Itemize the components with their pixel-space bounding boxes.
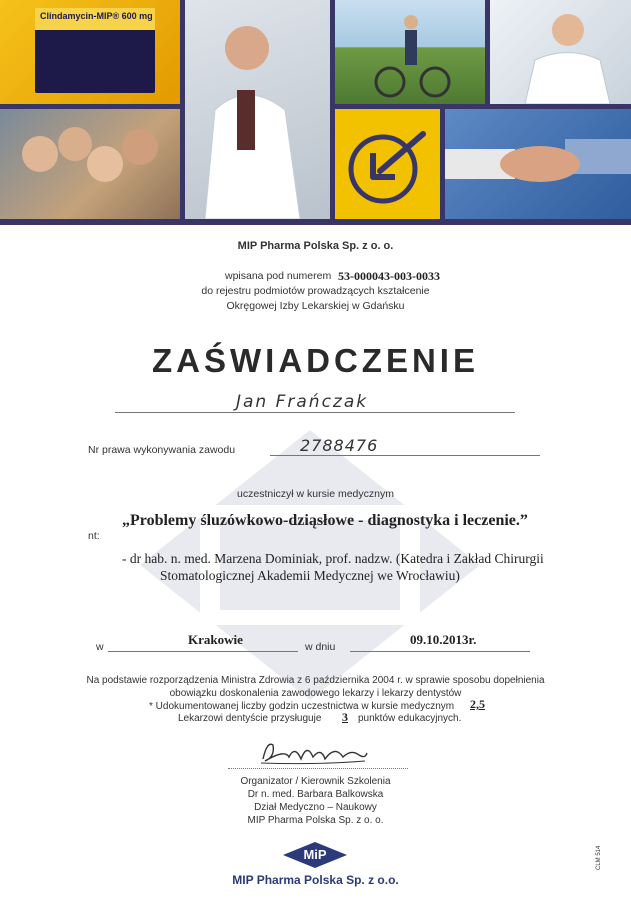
participant-name: Jan Frańczak xyxy=(236,392,369,412)
product-box-label: Clindamycin-MIP® 600 mg xyxy=(40,11,153,21)
arrow-graphic xyxy=(335,109,440,219)
lecturer-line-1: - dr hab. n. med. Marzena Dominiak, prof. nadzw. (Katedra i Zakład Chirurgii xyxy=(122,551,544,566)
organizer-department: Dział Medyczno – Naukowy xyxy=(254,802,377,813)
legal-line-1: Na podstawie rozporządzenia Ministra Zdrowia z 6 października 2004 r. w sprawie sposobu dopełnienia xyxy=(86,675,545,686)
lecturer-line-2: Stomatologicznej Akademii Medycznej we Wrocławiu) xyxy=(160,568,460,583)
side-code: CLM 514 xyxy=(596,845,602,870)
product-box-photo xyxy=(0,0,180,104)
license-underline xyxy=(270,455,540,456)
city: Krakowie xyxy=(188,632,243,647)
registry-line-2: Okręgowej Izby Lekarskiej w Gdańsku xyxy=(226,300,405,312)
doctor-photo xyxy=(185,0,330,219)
organizer-role: Organizator / Kierownik Szkolenia xyxy=(240,776,391,787)
points-suffix: punktów edukacyjnych. xyxy=(358,713,462,724)
license-label: Nr prawa wykonywania zawodu xyxy=(88,444,236,456)
signature-line xyxy=(228,768,408,769)
points-value: 3 xyxy=(342,710,348,724)
nt-label: nt: xyxy=(88,530,100,542)
license-number: 2788476 xyxy=(300,436,379,455)
name-underline xyxy=(115,412,515,413)
hours-value: 2,5 xyxy=(470,697,485,711)
hours-label: * Udokumentowanej liczby godzin uczestnictwa w kursie medycznym xyxy=(149,701,455,712)
registry-number: 53-000043-003-0033 xyxy=(338,269,440,283)
course-title: „Problemy śluzówkowo-dziąsłowe - diagnostyka i leczenie.” xyxy=(122,512,528,529)
header-photo-banner xyxy=(0,0,631,225)
place-label: w xyxy=(96,641,104,653)
signature xyxy=(255,735,375,769)
city-underline xyxy=(108,651,298,652)
lab-scientist-photo xyxy=(490,0,631,104)
legal-line-2: obowiązku doskonalenia zawodowego lekarzy i lekarzy dentystów xyxy=(169,688,462,699)
registered-label: wpisana pod numerem xyxy=(225,270,332,282)
family-photo xyxy=(0,109,180,219)
registry-line-1: do rejestru podmiotów prowadzących kształcenie xyxy=(201,285,430,297)
organizer-name: Dr n. med. Barbara Balkowska xyxy=(247,789,384,800)
points-prefix: Lekarzowi dentyście przysługuje xyxy=(178,713,322,724)
date-underline xyxy=(350,651,530,652)
footer-company: MIP Pharma Polska Sp. z o.o. xyxy=(232,873,399,887)
certificate-title: ZAŚWIADCZENIE xyxy=(152,342,479,379)
cyclists-photo xyxy=(335,0,485,104)
date-value: 09.10.2013r. xyxy=(410,632,477,647)
date-label: w dniu xyxy=(305,641,336,653)
participation-text: uczestniczył w kursie medycznym xyxy=(237,488,394,500)
handshake-photo xyxy=(445,109,631,219)
organizer-company: MIP Pharma Polska Sp. z o. o. xyxy=(247,815,384,826)
company-name-top: MIP Pharma Polska Sp. z o. o. xyxy=(237,240,394,252)
mip-logo-text: MiP xyxy=(303,847,327,862)
